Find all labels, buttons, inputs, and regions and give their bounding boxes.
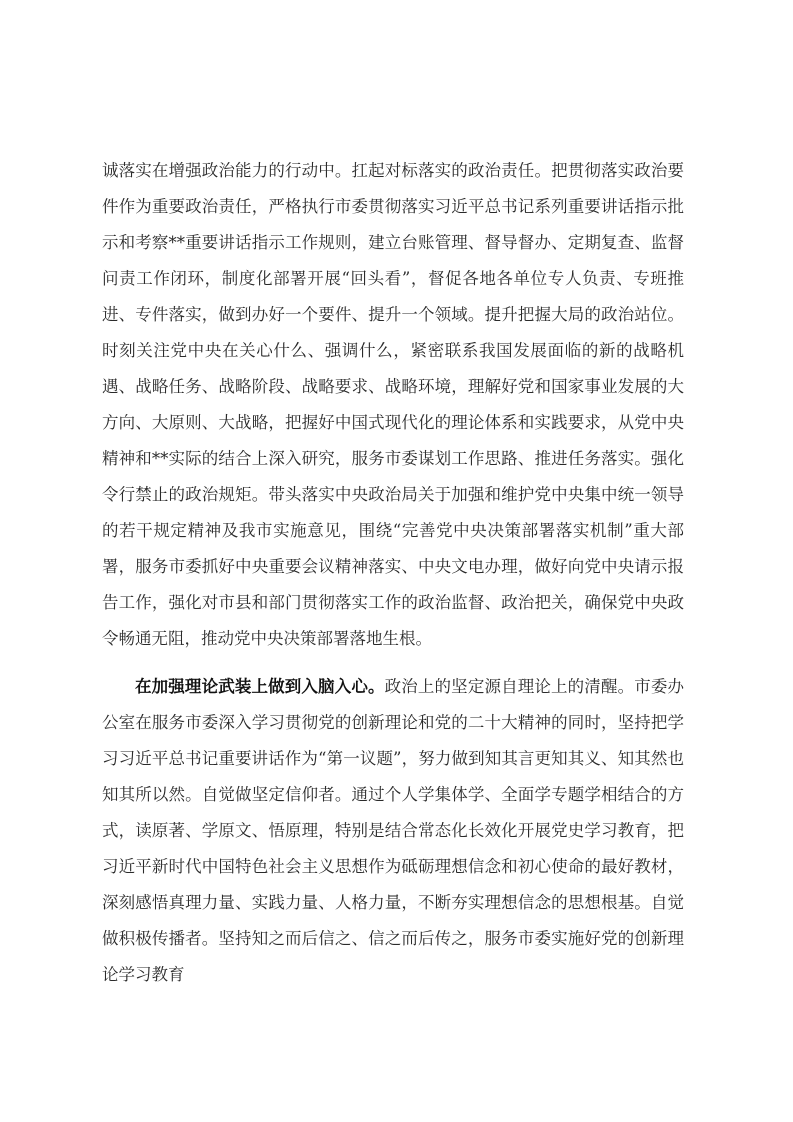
paragraph-lead-heading: 在加强理论武装上做到入脑入心。: [135, 677, 385, 696]
paragraph-theory-arming: [102, 669, 684, 993]
paragraph-body: 诚落实在增强政治能力的行动中。扛起对标落实的政治责任。把贯彻落实政治要件作为重要政治责任，严格执行市委贯彻落实习近平总书记系列重要讲话指示批示和考察**重要讲话指示工作规则，建立台账管理、督导督办、定期复查、监督问责工作闭环，制度化部署开展“回头看”，督促各地各单位专人负责、专班推进、专件落实，做到办好一个要件、提升一个领域。提升把握大局的政治站位。时刻关注党中央在关心什么、强调什么，紧密联系我国发展面临的新的战略机遇、战略任务、战略阶段、战略要求、战略环境，理解好党和国家事业发展的大方向、大原则、大战略，把握好中国式现代化的理论体系和实践要求，从党中央精神和**实际的结合上深入研究，服务市委谋划工作思路、推进任务落实。强化令行禁止的政治规矩。带头落实中央政治局关于加强和维护党中央集中统一领导的若干规定精神及我市实施意见，围绕“完善党中央决策部署落实机制”重大部署，服务市委抓好中央重要会议精神落实、中央文电办理，做好向党中央请示报告工作，强化对市县和部门贯彻落实工作的政治监督、政治把关，确保党中央政令畅通无阻，推动党中央决策部署落地生根。: [102, 161, 684, 648]
document-page: [102, 153, 684, 993]
paragraph-body: 政治上的坚定源自理论上的清醒。市委办公室在服务市委深入学习贯彻党的创新理论和党的二十大精神的同时，坚持把学习习近平总书记重要讲话作为“第一议题”，努力做到知其言更知其义、知其然也知其所以然。自觉做坚定信仰者。通过个人学集体学、全面学专题学相结合的方式，读原著、学原文、悟原理，特别是结合常态化长效化开展党史学习教育，把习近平新时代中国特色社会主义思想作为砥砺理想信念和初心使命的最好教材，深刻感悟真理力量、实践力量、人格力量，不断夯实理想信念的思想根基。自觉做积极传播者。坚持知之而后信之、信之而后传之，服务市委实施好党的创新理论学习教育: [102, 677, 684, 984]
paragraph-political-responsibility: [102, 153, 684, 657]
